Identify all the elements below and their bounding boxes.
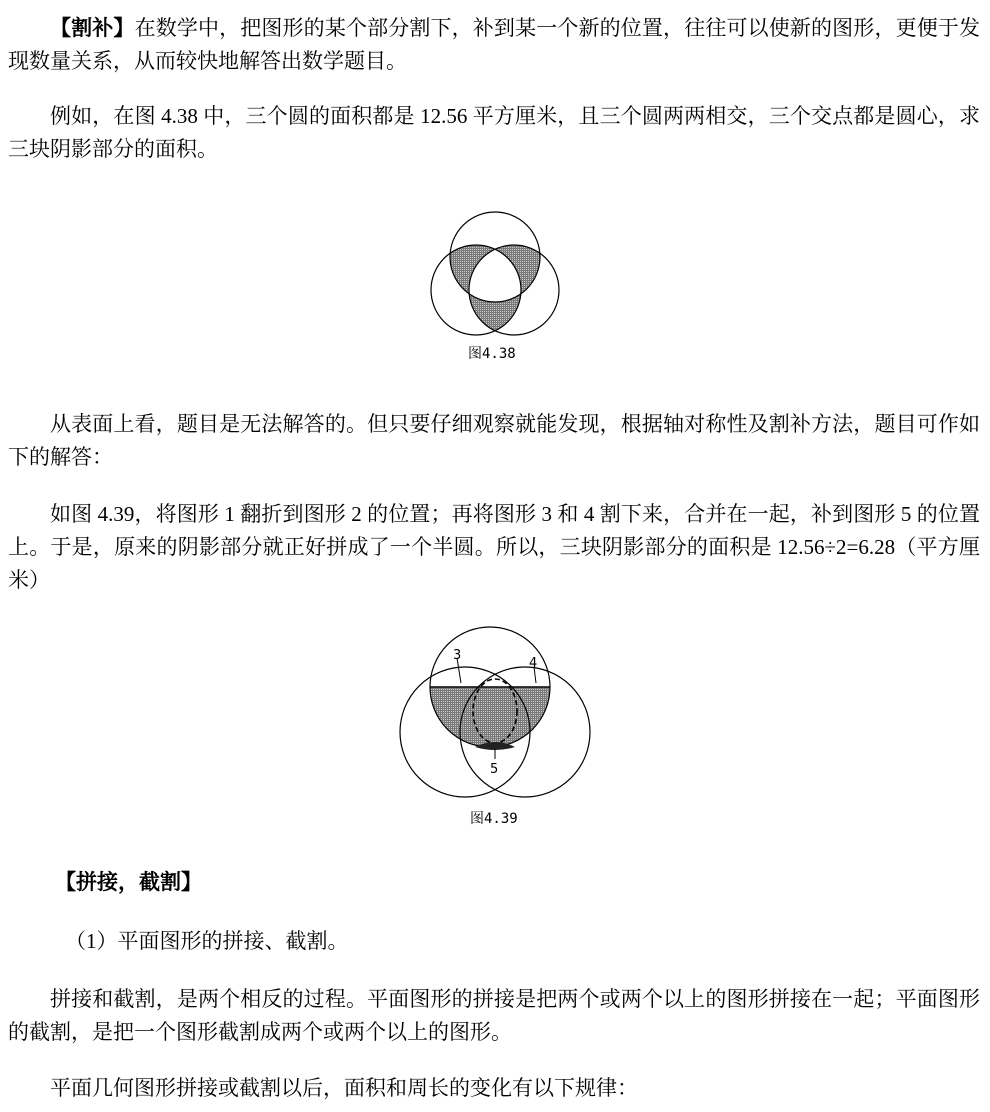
section-heading-pinjie: 【拼接，截割】 [55,870,202,894]
definition-paragraph: 拼接和截割，是两个相反的过程。平面图形的拼接是把两个或两个以上的图形拼接在一起；平面图形的截割，是把一个图形截割成两个或两个以上的图形。 [8,987,980,1044]
label-5: 5 [490,762,499,777]
intro-text: 在数学中，把图形的某个部分割下，补到某一个新的位置，往往可以使新的图形，更便于发现数量关系，从而较快地解答出数学题目。 [8,16,981,73]
shaded-semicircle [430,687,550,747]
solution-paragraph: 如图 4.39，将图形 1 翻折到图形 2 的位置；再将图形 3 和 4 割下来，合并在一起，补到图形 5 的位置上。于是，原来的阴影部分就正好拼成了一个半圆。所以，三块阴影部分的面积是 12.56÷2=6.28（平方厘米） [8,502,980,592]
intro-paragraph [8,12,980,78]
label-3: 3 [453,648,462,663]
rules-paragraph: 平面几何图形拼接或截割以后，面积和周长的变化有以下规律： [50,1076,638,1100]
section-heading-gebu: 【割补】 [50,16,135,40]
figure-4-39-caption: 图4.39 [470,811,518,827]
label-4: 4 [529,656,538,671]
observation-paragraph: 从表面上看，题目是无法解答的。但只要仔细观察就能发现，根据轴对称性及割补方法，题目可作如下的解答： [8,412,980,469]
figure-4-38 [420,205,570,365]
figure-4-39 [395,625,600,810]
figure-4-38-caption: 图4.38 [468,346,516,362]
example-paragraph: 例如，在图 4.38 中，三个圆的面积都是 12.56 平方厘米，且三个圆两两相交，三个交点都是圆心，求三块阴影部分的面积。 [8,104,980,161]
list-item-1: （1）平面图形的拼接、截割。 [65,929,349,953]
